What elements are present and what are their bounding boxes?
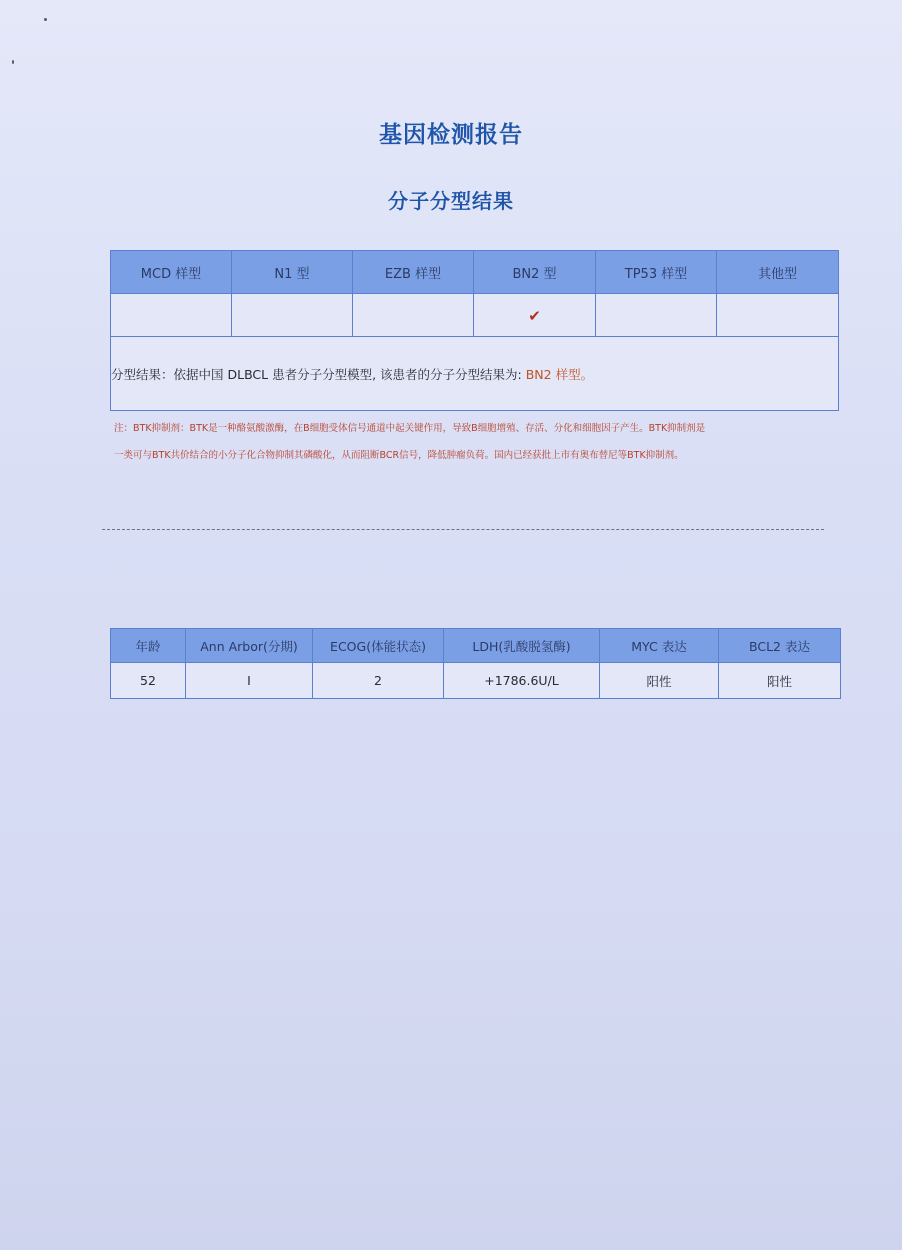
paper-speck: [12, 60, 14, 64]
clinical-header-cell: Ann Arbor(分期): [186, 629, 313, 663]
clinical-header-cell: ECOG(体能状态): [313, 629, 444, 663]
subtype-mark-cell: [111, 294, 232, 337]
subtype-mark-cell: [474, 294, 596, 337]
btk-note-line-1: 注：BTK抑制剂：BTK是一种酪氨酸激酶，在B细胞受体信号通道中起关键作用，导致B细胞增殖、存活、分化和细胞因子产生。BTK抑制剂是: [114, 423, 706, 434]
subtype-header-cell: BN2 型: [474, 251, 596, 294]
subtype-header-cell: MCD 样型: [111, 251, 232, 294]
clinical-value-cell: 2: [313, 663, 444, 699]
molecular-subtype-table: [110, 250, 839, 411]
clinical-header-cell: MYC 表达: [600, 629, 719, 663]
subtype-header-row: [111, 251, 839, 294]
result-value-text: BN2 样型。: [525, 366, 594, 382]
clinical-value-cell: +1786.6U/L: [444, 663, 600, 699]
subtype-header-cell: TP53 样型: [596, 251, 717, 294]
subtype-mark-cell: [596, 294, 717, 337]
clinical-header-cell: BCL2 表达: [719, 629, 841, 663]
section-subtitle: 分子分型结果: [388, 189, 514, 213]
subtype-header-cell: N1 型: [232, 251, 353, 294]
subtype-result-row: [111, 337, 839, 411]
subtype-header-cell: 其他型: [717, 251, 839, 294]
subtype-mark-cell: [353, 294, 474, 337]
clinical-value-cell: I: [186, 663, 313, 699]
clinical-value-row: [111, 663, 841, 699]
subtype-header-cell: EZB 样型: [353, 251, 474, 294]
report-title: 基因检测报告: [379, 122, 523, 148]
clinical-value-cell: 阳性: [719, 663, 841, 699]
subtype-result-cell: [111, 337, 839, 411]
subtype-mark-row: [111, 294, 839, 337]
clinical-value-cell: 52: [111, 663, 186, 699]
clinical-value-cell: 阳性: [600, 663, 719, 699]
check-mark-icon: ✔: [528, 306, 541, 325]
clinical-info-table: [110, 628, 841, 699]
btk-note-line-2: 一类可与BTK共价结合的小分子化合物抑制其磷酸化，从而阻断BCR信号，降低肿瘤负荷。国内已经获批上市有奥布替尼等BTK抑制剂。: [114, 450, 684, 461]
clinical-header-cell: 年龄: [111, 629, 186, 663]
clinical-header-cell: LDH(乳酸脱氢酶): [444, 629, 600, 663]
paper-speck: [44, 18, 47, 21]
clinical-header-row: [111, 629, 841, 663]
subtype-mark-cell: [717, 294, 839, 337]
section-divider: [102, 529, 824, 530]
result-prefix-text: 分型结果：依据中国 DLBCL 患者分子分型模型, 该患者的分子分型结果为:: [111, 366, 526, 382]
subtype-mark-cell: [232, 294, 353, 337]
